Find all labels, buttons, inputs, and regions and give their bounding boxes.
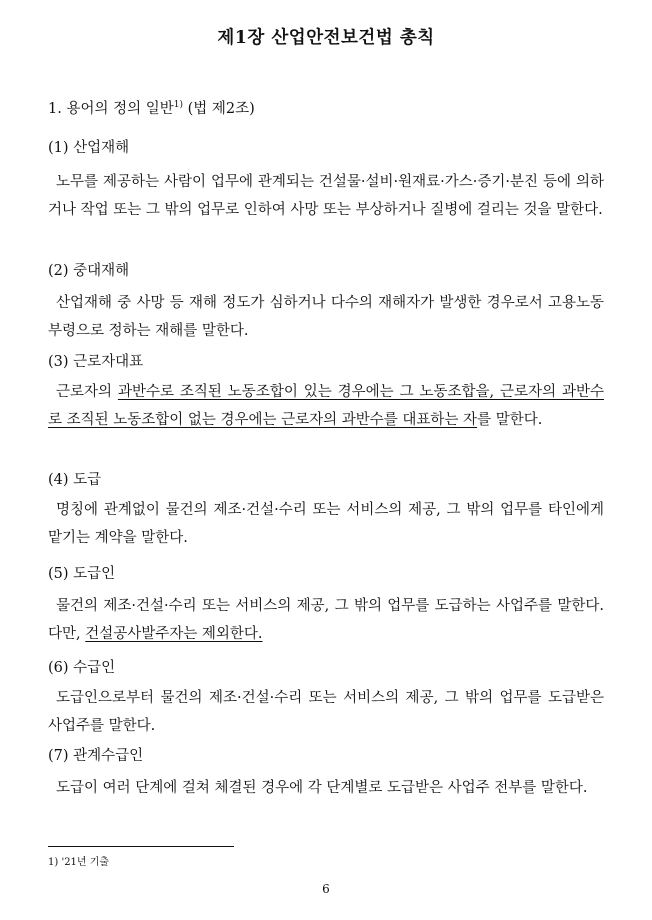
term-definition-subcontractor [48,684,604,740]
definition-text-pre: 물건의 제조·건설·수리 또는 서비스의 제공, 그 밖의 업무를 도급하는 사업주를 말한다. 다만, [48,598,604,642]
term-definition-contracting [48,496,604,552]
term-heading-industrial-accident: (1) 산업재해 [48,140,130,156]
page-title: 제1장 산업안전보건법 총칙 [217,28,435,48]
term-definition-related-subcontractor [48,774,604,802]
page-number: 6 [322,882,330,896]
definition-text-underlined: 건설공사발주자는 제외한다. [85,626,263,642]
term-heading-contractor: (5) 도급인 [48,566,116,582]
section-heading-text: 1. 용어의 정의 일반 [48,101,174,117]
definition-text: 산업재해 중 사망 등 재해 정도가 심하거나 다수의 재해자가 발생한 경우로서 고용노동부령으로 정하는 재해를 말한다. [48,295,604,339]
term-heading-related-subcontractor: (7) 관계수급인 [48,748,144,764]
section-heading [48,97,255,118]
footnote-marker: 1) [48,857,59,868]
footnote-divider [48,846,234,847]
term-heading-subcontractor: (6) 수급인 [48,660,116,676]
term-heading-worker-representative: (3) 근로자대표 [48,354,144,370]
term-definition-worker-representative [48,378,604,434]
definition-text-pre: 근로자의 [56,384,118,400]
definition-text: 도급이 여러 단계에 걸쳐 체결된 경우에 각 단계별로 도급받은 사업주 전부를 말한다. [56,780,588,796]
footnote-reference[interactable]: 1) [173,100,183,111]
definition-text: 노무를 제공하는 사람이 업무에 관계되는 건설물·설비·원재료·가스·증기·분진 등에 의하거나 작업 또는 그 밖의 업무로 인하여 사망 또는 부상하거나 질병에 걸리는 것을 말한다. [48,174,604,218]
definition-text: 도급인으로부터 물건의 제조·건설·수리 또는 서비스의 제공, 그 밖의 업무를 도급받은 사업주를 말한다. [48,690,604,734]
term-definition-serious-accident [48,289,604,345]
term-definition-industrial-accident [48,168,604,224]
term-definition-contractor [48,592,604,648]
definition-text-post: 를 말한다. [477,412,543,428]
law-reference: (법 제2조) [182,101,255,117]
definition-text-underlined: 과반수로 조직된 노동조합이 있는 경우에는 그 노동조합을, 근로자의 과반수로 조직된 노동조합이 없는 경우에는 근로자의 과반수를 대표하는 자 [48,384,604,428]
term-heading-contracting: (4) 도급 [48,472,102,488]
term-heading-serious-accident: (2) 중대재해 [48,263,130,279]
definition-text: 명칭에 관계없이 물건의 제조·건설·수리 또는 서비스의 제공, 그 밖의 업무를 타인에게 맡기는 계약을 말한다. [48,502,604,546]
footnote [48,853,109,868]
footnote-text: '21년 기출 [58,857,110,868]
